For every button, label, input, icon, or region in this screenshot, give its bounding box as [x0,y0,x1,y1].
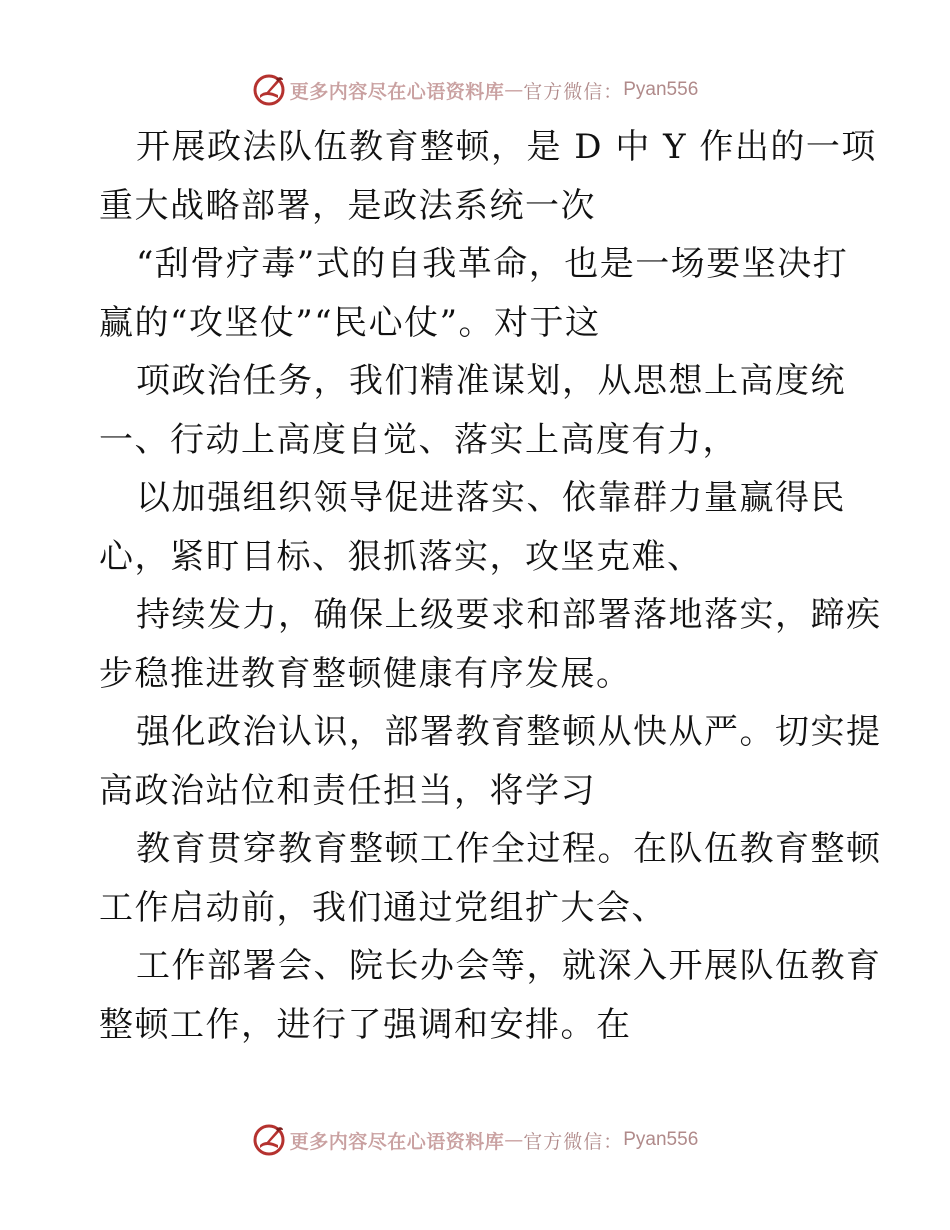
paragraph-line: 重大战略部署，是政法系统一次 [99,185,596,226]
paragraph [99,937,882,1054]
wechat-label: 官方微信： [523,1130,624,1153]
book-quill-logo-icon [252,1123,286,1157]
paragraph [99,235,859,352]
banner-dash: — [504,79,524,101]
wechat-id: Pyan556 [623,79,699,100]
wechat-id: Pyan556 [623,1129,699,1150]
paragraph [99,352,859,469]
banner-dash: — [504,1129,524,1151]
document-body [99,118,882,1054]
paragraph-line: 项政治任务，我们精准谋划，从思想上高度统 [136,361,846,401]
paragraph-line: 工作部署会、院长办会等，就深入开展队伍教育 [136,946,882,986]
paragraph-line: 高政治站位和责任担当，将学习 [99,770,596,811]
paragraph [99,118,877,235]
paragraph-line: “刮骨疗毒”式的自我革命，也是一场要坚决打 [136,244,849,284]
paragraph-line: 开展政法队伍教育整顿，是 D 中 Y 作出的一项 [136,127,877,167]
wechat-label: 官方微信： [523,80,624,103]
banner-slogan: 更多内容尽在心语资料库 [289,1130,505,1153]
paragraph-line: 整顿工作，进行了强调和安排。在 [99,1004,632,1045]
paragraph-line: 步稳推进教育整顿健康有序发展。 [99,653,632,694]
paragraph-line: 强化政治认识，部署教育整顿从快从严。切实提 [136,712,882,752]
paragraph-line: 以加强组织领导促进落实、依靠群力量赢得民 [136,478,846,518]
paragraph-line: 心，紧盯目标、狠抓落实，攻坚克难、 [99,536,703,577]
paragraph-line: 持续发力，确保上级要求和部署落地落实，蹄疾 [136,595,882,635]
paragraph [99,820,882,937]
book-quill-logo-icon [252,73,286,107]
paragraph-line: 工作启动前，我们通过党组扩大会、 [99,887,667,928]
paragraph [99,586,882,703]
header-banner [0,70,950,110]
paragraph-line: 赢的“攻坚仗”“民心仗”。对于这 [99,302,601,343]
paragraph [99,469,859,586]
footer-banner [0,1120,950,1160]
banner-slogan: 更多内容尽在心语资料库 [289,80,505,103]
paragraph [99,703,882,820]
paragraph-line: 一、行动上高度自觉、落实上高度有力， [99,419,738,460]
paragraph-line: 教育贯穿教育整顿工作全过程。在队伍教育整顿 [136,829,882,869]
